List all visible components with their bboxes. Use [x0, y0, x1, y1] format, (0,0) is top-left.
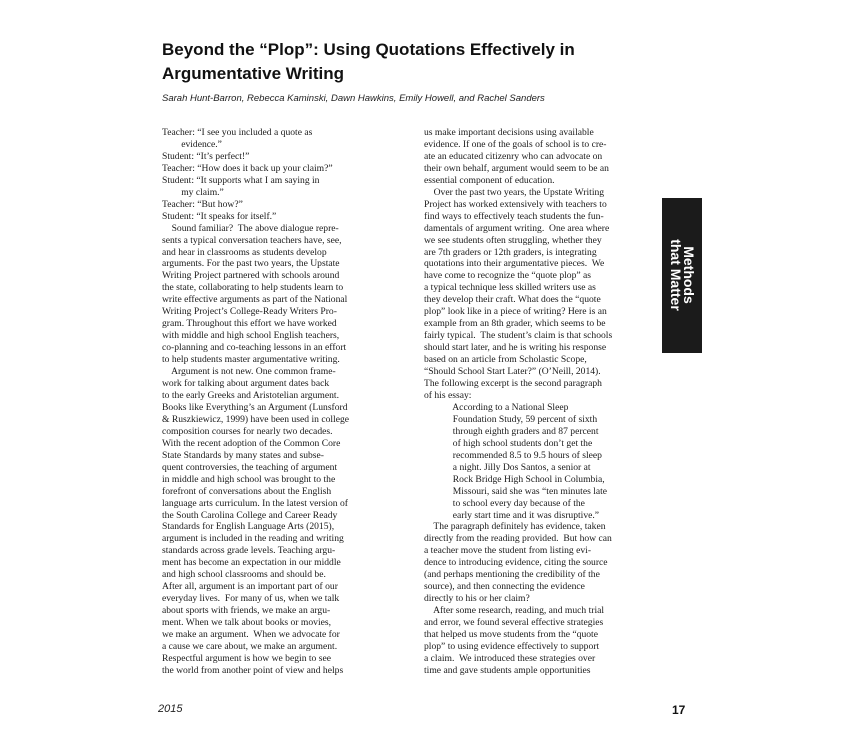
body-text-line: my claim.”	[162, 186, 224, 198]
body-text-line: Standards for English Language Arts (2015),	[162, 521, 335, 533]
body-text-line: evidence.”	[162, 138, 222, 150]
body-text-line: arguments. For the past two years, the Upstate	[162, 258, 340, 270]
body-text-line: ment. When we talk about books or movies,	[162, 617, 332, 629]
body-text-line: a teacher move the student from listing evi-	[424, 545, 592, 557]
article-title	[162, 38, 682, 86]
body-text-line: the South Carolina College and Career Ready	[162, 509, 338, 521]
body-text-line: work for talking about argument dates back	[162, 378, 330, 390]
body-text-line: Over the past two years, the Upstate Writing	[424, 186, 605, 198]
body-text-line: a night. Jilly Dos Santos, a senior at	[424, 461, 591, 473]
left-column	[162, 127, 377, 677]
body-text-line: about sports with friends, we make an argu-	[162, 605, 331, 617]
body-text-line: Student: “It speaks for itself.”	[162, 210, 277, 222]
section-tab-label	[669, 239, 695, 311]
body-text-line: & Ruszkiewicz, 1999) have been used in college	[162, 413, 350, 425]
body-text-line: write effective arguments as part of the National	[162, 294, 348, 306]
body-text-line: a typical technique less skilled writers use as	[424, 282, 596, 294]
body-text-line: Student: “It’s perfect!”	[162, 150, 250, 162]
body-text-line: directly to his or her claim?	[424, 593, 530, 605]
body-text-line: composition courses for nearly two decades.	[162, 425, 333, 437]
body-text-line: With the recent adoption of the Common Core	[162, 437, 341, 449]
body-text-line: Teacher: “I see you included a quote as	[162, 127, 313, 138]
body-text-line: recommended 8.5 to 9.5 hours of sleep	[424, 449, 602, 461]
body-text-line: Writing Project’s College-Ready Writers Pro-	[162, 306, 337, 318]
body-text-line: Student: “It supports what I am saying in	[162, 174, 320, 186]
body-text-line: Argument is not new. One common frame-	[162, 366, 336, 378]
body-text-line: a cause we care about, we make an argument.	[162, 640, 338, 652]
body-text-line: ment has become an expectation in our middle	[162, 557, 341, 569]
body-text-line: Teacher: “How does it back up your claim?”	[162, 162, 333, 174]
body-text-line: “Should School Start Later?” (O’Neill, 2014).	[424, 366, 601, 378]
body-text-line: gram. Throughout this effort we have worked	[162, 318, 337, 330]
body-text-line: the state, collaborating to help students learn to	[162, 282, 344, 294]
body-text-line: us make important decisions using available	[424, 127, 594, 138]
body-text-line: should start later, and he is writing his response	[424, 342, 607, 354]
body-text-line: (and perhaps mentioning the credibility of the	[424, 569, 600, 581]
right-column	[424, 127, 640, 677]
body-text-line: we make an argument. When we advocate for	[162, 629, 340, 641]
body-text-line: their own behalf, argument would seem to be an	[424, 162, 609, 174]
body-text-line: in middle and high school was brought to the	[162, 473, 336, 485]
page-number: 17	[672, 703, 686, 717]
body-text-line: of high school students don’t get the	[424, 437, 593, 449]
body-text-line: Project has worked extensively with teachers to	[424, 198, 607, 210]
article-title-line-2: Argumentative Writing	[162, 64, 344, 83]
section-tab	[662, 198, 702, 353]
body-text-line: that helped us move students from the “quote	[424, 629, 598, 641]
body-text-line: find ways to effectively teach students the fun-	[424, 210, 604, 222]
body-text-line: and error, we found several effective strategies	[424, 617, 604, 629]
article-title-line-1: Beyond the “Plop”: Using Quotations Effectively in	[162, 40, 575, 59]
body-text-line: The paragraph definitely has evidence, taken	[424, 521, 606, 533]
body-text-line: Foundation Study, 59 percent of sixth	[424, 413, 598, 425]
body-text-line: time and gave students ample opportunities	[424, 664, 591, 676]
body-text-line: After some research, reading, and much trial	[424, 605, 605, 617]
body-text-line: Respectful argument is how we begin to see	[162, 652, 332, 664]
body-text-line: damentals of argument writing. One area where	[424, 222, 610, 234]
body-text-line: Missouri, said she was “ten minutes late	[424, 485, 608, 497]
body-text-line: source), and then connecting the evidence	[424, 581, 585, 593]
body-text-line: Teacher: “But how?”	[162, 198, 243, 210]
footer-year: 2015	[158, 703, 183, 715]
body-text-line: through eighth graders and 87 percent	[424, 425, 599, 437]
body-text-line: dence to introducing evidence, citing the source	[424, 557, 608, 569]
body-text-line: of his essay:	[424, 389, 472, 401]
body-text-line: have come to recognize the “quote plop” as	[424, 270, 592, 282]
body-text-line: example from an 8th grader, which seems to be	[424, 318, 606, 330]
body-text-line: forefront of conversations about the English	[162, 485, 332, 497]
body-text-line: Writing Project partnered with schools around	[162, 270, 340, 282]
body-text-line: State Standards by many states and subse-	[162, 449, 324, 461]
body-text-line: sents a typical conversation teachers have, see,	[162, 234, 342, 246]
body-text-line: to help students master argumentative writing.	[162, 354, 340, 366]
body-text-line: everyday lives. For many of us, when we talk	[162, 593, 340, 605]
body-text-line: According to a National Sleep	[424, 401, 569, 413]
section-tab-line-1: Methods	[681, 246, 697, 304]
body-text-line: essential component of education.	[424, 174, 555, 186]
body-text-line: language arts curriculum. In the latest version of	[162, 497, 348, 509]
body-text-line: ate an educated citizenry who can advocate on	[424, 150, 603, 162]
body-text-line: and hear in classrooms as students develop	[162, 246, 327, 258]
body-text-line: fairly typical. The student’s claim is that schools	[424, 330, 613, 342]
section-tab-line-2: that Matter	[668, 239, 684, 311]
body-text-line: evidence. If one of the goals of school is to cre-	[424, 138, 607, 150]
body-text-line: Rock Bridge High School in Columbia,	[424, 473, 605, 485]
body-text-line: The following excerpt is the second paragraph	[424, 378, 602, 390]
body-text-line: with middle and high school English teachers,	[162, 330, 340, 342]
body-text-line: argument is included in the reading and writing	[162, 533, 344, 545]
body-text-line: to school every day because of the	[424, 497, 585, 509]
body-text-line: based on an article from Scholastic Scope,	[424, 354, 587, 366]
body-text-line: directly from the reading provided. But how can	[424, 533, 612, 545]
body-text-line: co-planning and co-teaching lessons in an effort	[162, 342, 347, 354]
body-text-line: the world from another point of view and helps	[162, 664, 344, 676]
body-text-line: they develop their craft. What does the “quote	[424, 294, 601, 306]
body-text-line: Books like Everything’s an Argument (Lunsford	[162, 401, 348, 413]
body-text-line: and high school classrooms and should be.	[162, 569, 326, 581]
body-text-line: standards across grade levels. Teaching argu-	[162, 545, 336, 557]
body-text-line: After all, argument is an important part of our	[162, 581, 338, 593]
body-text-line: Sound familiar? The above dialogue repre-	[162, 222, 339, 234]
body-text-line: plop” look like in a piece of writing? Here is an	[424, 306, 607, 318]
body-text-line: early start time and it was disruptive.”	[424, 509, 600, 521]
body-text-line: quent controversies, the teaching of argument	[162, 461, 338, 473]
body-text-line: plop” to using evidence effectively to support	[424, 640, 600, 652]
body-text-line: we see students often struggling, whether they	[424, 234, 602, 246]
body-text-line: a claim. We introduced these strategies over	[424, 652, 596, 664]
body-text-line: to the early Greeks and Aristotelian argument.	[162, 389, 339, 401]
body-text-line: quotations into their argumentative pieces. We	[424, 258, 605, 270]
author-list: Sarah Hunt-Barron, Rebecca Kaminski, Dawn Hawkins, Emily Howell, and Rachel Sanders	[162, 93, 545, 104]
body-text-line: are 7th graders or 12th graders, is integrating	[424, 246, 597, 258]
